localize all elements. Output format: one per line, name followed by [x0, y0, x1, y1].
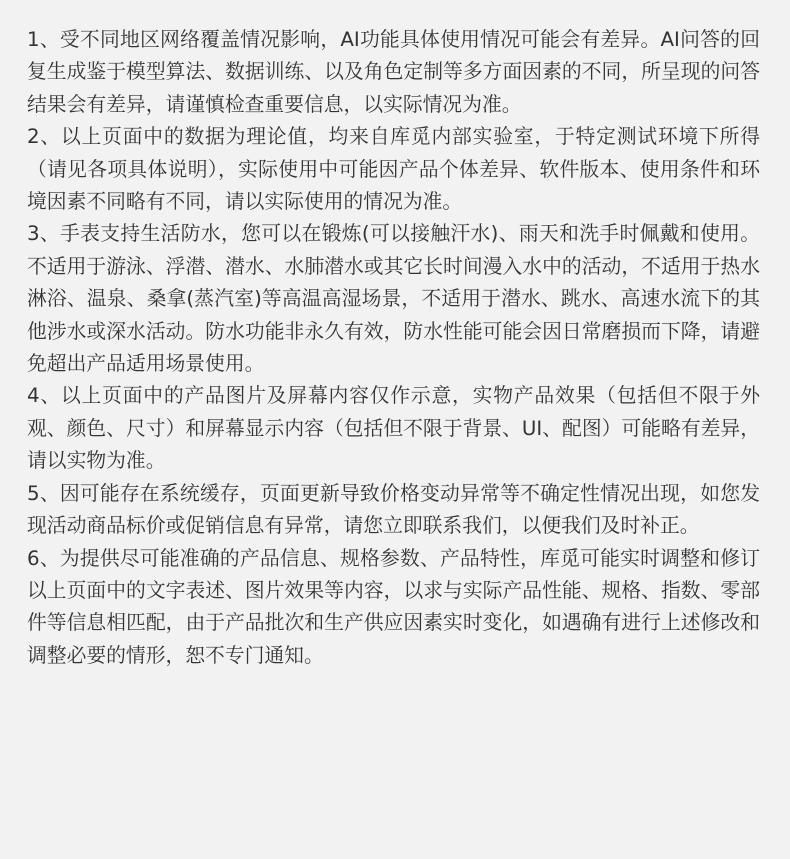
disclaimer-item-2: 2、以上页面中的数据为理论值，均来自库觅内部实验室，于特定测试环境下所得（请见各项具体说明），实际使用中可能因产品个体差异、软件版本、使用条件和环境因素不同略有不同，请以实际使用的情况为准。 — [27, 125, 760, 214]
disclaimer-item-4: 4、以上页面中的产品图片及屏幕内容仅作示意，实物产品效果（包括但不限于外观、颜色、尺寸）和屏幕显示内容（包括但不限于背景、UI、配图）可能略有差异，请以实物为准。 — [27, 384, 760, 473]
disclaimer-item-1: 1、受不同地区网络覆盖情况影响，AI功能具体使用情况可能会有差异。AI问答的回复生成鉴于模型算法、数据训练、以及角色定制等多方面因素的不同，所呈现的问答结果会有差异，请谨慎检查重要信息，以实际情况为准。 — [27, 28, 760, 116]
disclaimer-item-3: 3、手表支持生活防水，您可以在锻炼(可以接触汗水)、雨天和洗手时佩戴和使用。不适用于游泳、浮潜、潜水、水肺潜水或其它长时间漫入水中的活动，不适用于热水淋浴、温泉、桑拿(蒸汽室)等高温高湿场景，不适用于潜水、跳水、高速水流下的其他涉水或深水活动。防水功能非永久有效，防水性能可能会因日常磨损而下降，请避免超出产品适用场景使用。 — [27, 222, 760, 376]
disclaimer-item-6: 6、为提供尽可能准确的产品信息、规格参数、产品特性，库觅可能实时调整和修订以上页面中的文字表述、图片效果等内容，以求与实际产品性能、规格、指数、零部件等信息相匹配，由于产品批次和生产供应因素实时变化，如遇确有进行上述修改和调整必要的情形，恕不专门通知。 — [27, 546, 760, 667]
disclaimer-item-5: 5、因可能存在系统缓存，页面更新导致价格变动异常等不确定性情况出现，如您发现活动商品标价或促销信息有异常，请您立即联系我们，以便我们及时补正。 — [27, 481, 760, 538]
